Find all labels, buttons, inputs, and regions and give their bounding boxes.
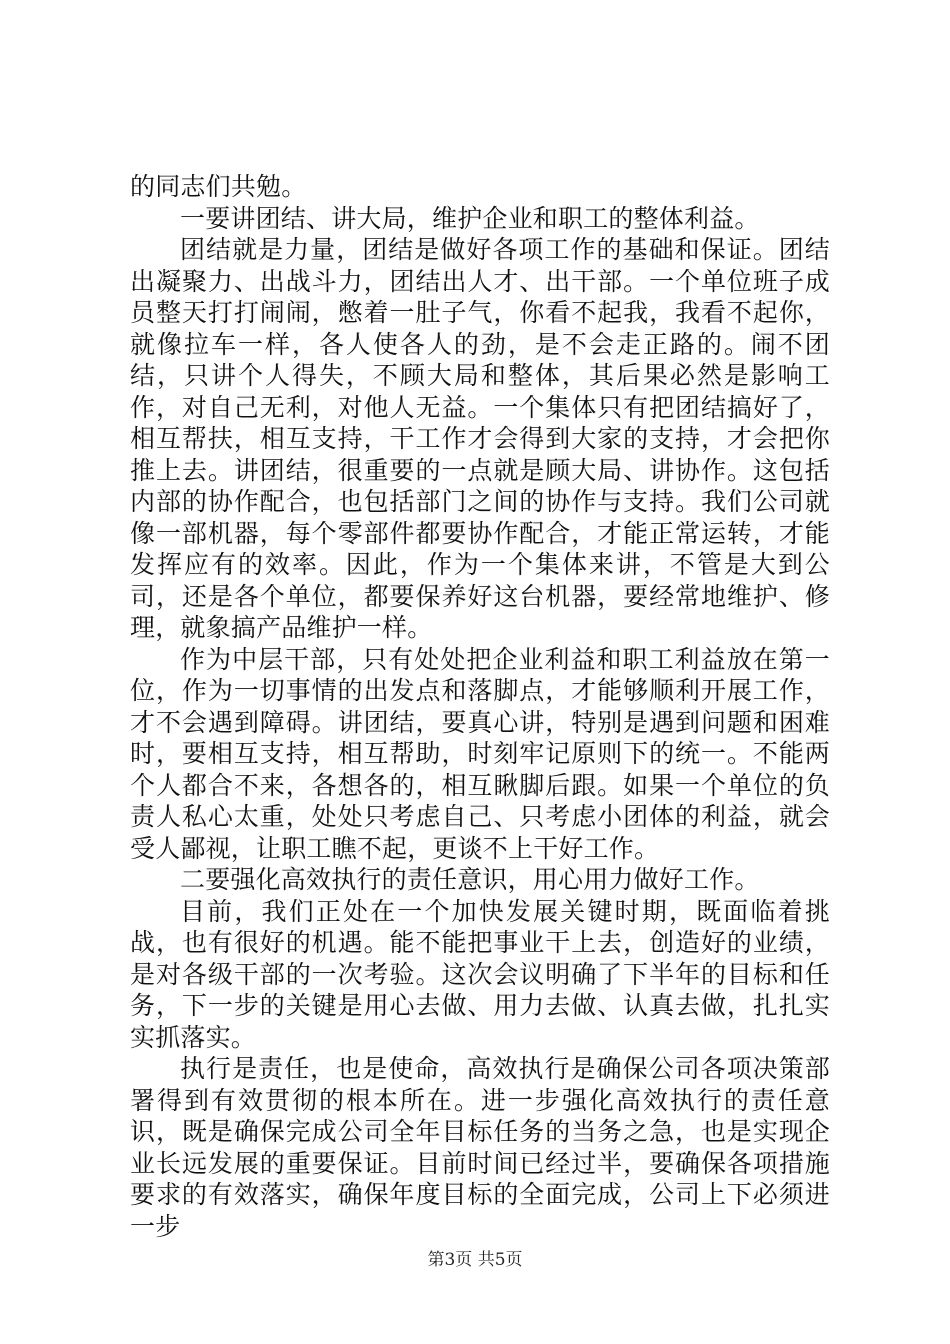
document-body <box>130 171 830 1242</box>
paragraph-heading-1: 一要讲团结、讲大局，维护企业和职工的整体利益。 <box>180 203 760 233</box>
page-number-label: 第3页 共5页 <box>427 1250 523 1270</box>
page-footer <box>0 1245 950 1270</box>
paragraph-3: 作为中层干部，只有处处把企业利益和职工利益放在第一位，作为一切事情的出发点和落脚点，才能够顺利开展工作，才不会遇到障碍。讲团结，要真心讲，特别是遇到问题和困难时，要相互支持，相互帮助，时刻牢记原则下的统一。不能两个人都合不来，各想各的，相互瞅脚后跟。如果一个单位的负责人私心太重，处处只考虑自己、只考虑小团体的利益，就会受人鄙视，让职工瞧不起，更谈不上干好工作。 <box>130 644 830 863</box>
paragraph-2: 团结就是力量，团结是做好各项工作的基础和保证。团结出凝聚力、出战斗力，团结出人才、出干部。一个单位班子成员整天打打闹闹，憋着一肚子气，你看不起我，我看不起你，就像拉车一样，各人使各人的劲，是不会走正路的。闹不团结，只讲个人得失，不顾大局和整体，其后果必然是影响工作，对自己无利，对他人无益。一个集体只有把团结搞好了，相互帮扶，相互支持，干工作才会得到大家的支持，才会把你推上去。讲团结，很重要的一点就是顾大局、讲协作。这包括内部的协作配合，也包括部门之间的协作与支持。我们公司就像一部机器，每个零部件都要协作配合，才能正常运转，才能发挥应有的效率。因此，作为一个集体来讲，不管是大到公司，还是各个单位，都要保养好这台机器，要经常地维护、修理，就象搞产品维护一样。 <box>130 235 830 642</box>
paragraph-1: 的同志们共勉。 <box>130 172 307 201</box>
paragraph-4: 目前，我们正处在一个加快发展关键时期，既面临着挑战，也有很好的机遇。能不能把事业干上去，创造好的业绩，是对各级干部的一次考验。这次会议明确了下半年的目标和任务，下一步的关键是用心去做、用力去做、认真去做，扎扎实实抓落实。 <box>130 896 830 1052</box>
paragraph-5: 执行是责任，也是使命，高效执行是确保公司各项决策部署得到有效贯彻的根本所在。进一步强化高效执行的责任意识，既是确保完成公司全年目标任务的当务之急，也是实现企业长远发展的重要保证。目前时间已经过半，要确保各项措施要求的有效落实，确保年度目标的全面完成，公司上下必须进一步 <box>130 1054 830 1241</box>
paragraph-heading-2: 二要强化高效执行的责任意识，用心用力做好工作。 <box>180 865 760 894</box>
